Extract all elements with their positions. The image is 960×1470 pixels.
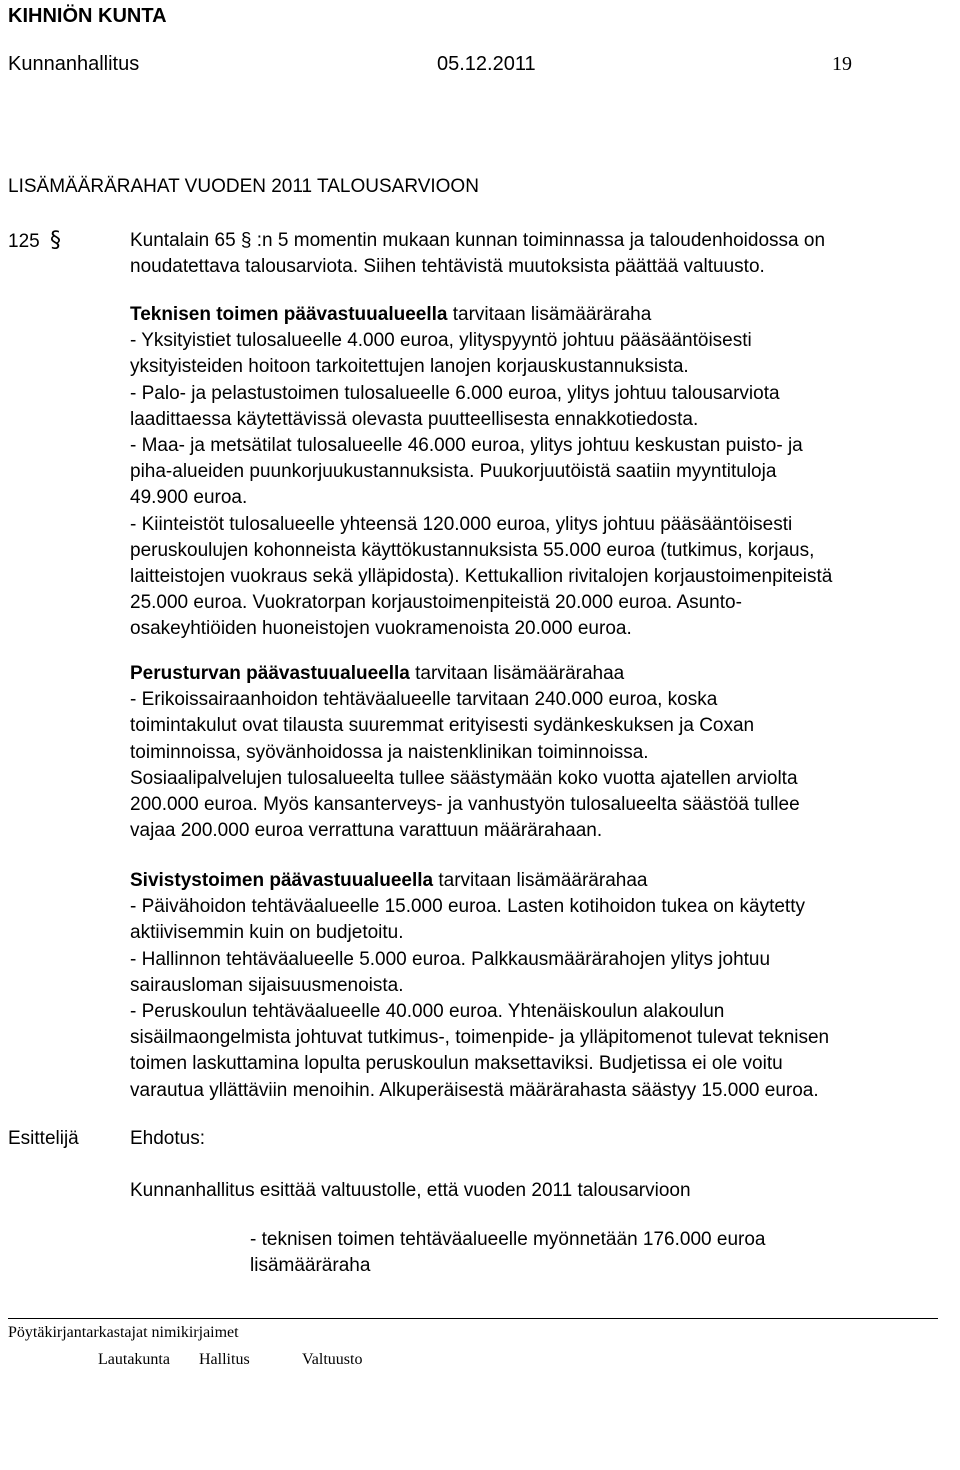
tekninen-line: peruskoulujen kohonneista käyttökustannuksista 55.000 euroa (tutkimus, korjaus,: [130, 539, 815, 561]
perusturva-heading: [130, 661, 960, 687]
section-intro: [130, 228, 960, 280]
ehdotus-item: - teknisen toimen tehtäväalueelle myönnetään 176.000 euroa: [250, 1229, 766, 1250]
tekninen-line: - Maa- ja metsätilat tulosalueelle 46.000 euroa, ylitys johtuu keskustan puisto- ja: [130, 434, 803, 456]
org-name: KIHNIÖN KUNTA: [8, 5, 167, 27]
intro-line: noudatettava talousarviota. Siihen tehtävistä muutoksista päättää valtuusto.: [130, 256, 765, 278]
tekninen-section: [130, 302, 960, 642]
tekninen-line: osakeyhtiöiden huoneistojen vuokramenoista 20.000 euroa.: [130, 618, 632, 640]
ehdotus-label: Ehdotus:: [130, 1128, 205, 1149]
ehdotus-text: Kunnanhallitus esittää valtuustolle, että vuoden 2011 talousarvioon: [130, 1180, 691, 1201]
sivistys-line: aktiivisemmin kuin on budjetoitu.: [130, 922, 404, 944]
perusturva-heading-bold: Perusturvan päävastuualueella: [130, 663, 410, 684]
sivistys-line: toimen laskuttamina lopulta peruskoulun maksettaviksi. Budjetissa ei ole voitu: [130, 1053, 783, 1075]
sivistys-section: [130, 868, 960, 1104]
footer-label: Pöytäkirjantarkastajat nimikirjaimet: [8, 1324, 239, 1341]
perusturva-section: [130, 661, 960, 844]
meeting-body: Kunnanhallitus: [8, 53, 140, 75]
sivistys-heading-rest: tarvitaan lisämäärärahaa: [433, 870, 648, 891]
perusturva-line: vajaa 200.000 euroa verrattuna varattuun määrärahaan.: [130, 820, 603, 842]
sivistys-heading: [130, 868, 960, 894]
section-number: 125: [8, 231, 40, 252]
sivistys-line: - Päivähoidon tehtäväalueelle 15.000 euroa. Lasten kotihoidon tukea on käytetty: [130, 896, 805, 918]
tekninen-line: laadittaessa käytettävissä olevasta puutteellisesta ennakkotiedosta.: [130, 408, 699, 430]
footer-col-hallitus: Hallitus: [199, 1351, 250, 1368]
tekninen-line: 49.900 euroa.: [130, 487, 248, 509]
page-number: 19: [832, 53, 852, 75]
sivistys-line: sairausloman sijaisuusmenoista.: [130, 974, 404, 996]
footer-col-valtuusto: Valtuusto: [302, 1351, 363, 1368]
footer-col-lautakunta: Lautakunta: [98, 1351, 170, 1368]
intro-line: Kuntalain 65 § :n 5 momentin mukaan kunnan toiminnassa ja taloudenhoidossa on: [130, 230, 826, 251]
tekninen-heading-rest: tarvitaan lisämääräraha: [447, 304, 652, 325]
perusturva-line: 200.000 euroa. Myös kansanterveys- ja vanhustyön tulosalueelta säästöä tullee: [130, 793, 800, 815]
tekninen-line: yksityisteiden hoitoon tarkoitettujen lanojen korjauskustannuksista.: [130, 356, 689, 378]
footer-divider: [8, 1318, 938, 1319]
perusturva-line: toiminnoissa, syövänhoidossa ja naistenklinikan toiminnoissa.: [130, 741, 649, 763]
tekninen-line: 25.000 euroa. Vuokratorpan korjaustoimenpiteistä 20.000 euroa. Asunto-: [130, 592, 742, 614]
perusturva-line: - Erikoissairaanhoidon tehtäväalueelle tarvitaan 240.000 euroa, koska: [130, 689, 718, 711]
perusturva-line: Sosiaalipalvelujen tulosalueelta tullee säästymään koko vuotta ajatellen arviolta: [130, 767, 798, 789]
tekninen-heading: [130, 302, 960, 328]
perusturva-line: toimintakulut ovat tilausta suuremmat erityisesti sydänkeskuksen ja Coxan: [130, 715, 755, 737]
tekninen-line: laitteistojen vuokraus sekä ylläpidosta). Kettukallion rivitalojen korjaustoimenpiteistä: [130, 565, 833, 587]
sivistys-line: - Peruskoulun tehtäväalueelle 40.000 euroa. Yhtenäiskoulun alakoulun: [130, 1000, 725, 1022]
tekninen-line: piha-alueiden puunkorjuukustannuksista. Puukorjuutöistä saatiin myyntituloja: [130, 461, 777, 483]
sivistys-heading-bold: Sivistystoimen päävastuualueella: [130, 870, 434, 891]
perusturva-heading-rest: tarvitaan lisämäärärahaa: [409, 663, 625, 684]
sivistys-line: varautua yllättäviin menoihin. Alkuperäisestä määrärahasta säästyy 15.000 euroa.: [130, 1079, 819, 1101]
sivistys-line: - Hallinnon tehtäväalueelle 5.000 euroa. Palkkausmäärärahojen ylitys johtuu: [130, 948, 771, 970]
esittelija-label: Esittelijä: [8, 1128, 79, 1149]
document-title: LISÄMÄÄRÄRAHAT VUODEN 2011 TALOUSARVIOON: [8, 176, 479, 197]
tekninen-line: - Yksityistiet tulosalueelle 4.000 euroa, ylityspyyntö johtuu pääsääntöisesti: [130, 330, 752, 352]
tekninen-line: - Kiinteistöt tulosalueelle yhteensä 120.000 euroa, ylitys johtuu pääsääntöisesti: [130, 513, 793, 535]
meeting-date: 05.12.2011: [437, 53, 536, 75]
sivistys-line: sisäilmaongelmista johtuvat tutkimus-, toimenpide- ja ylläpitomenot tulevat teknisen: [130, 1027, 830, 1049]
section-mark: §: [50, 228, 61, 253]
tekninen-heading-bold: Teknisen toimen päävastuualueella: [130, 304, 448, 325]
ehdotus-item: lisämääräraha: [250, 1255, 371, 1276]
tekninen-line: - Palo- ja pelastustoimen tulosalueelle 6.000 euroa, ylitys johtuu talousarviota: [130, 382, 780, 404]
